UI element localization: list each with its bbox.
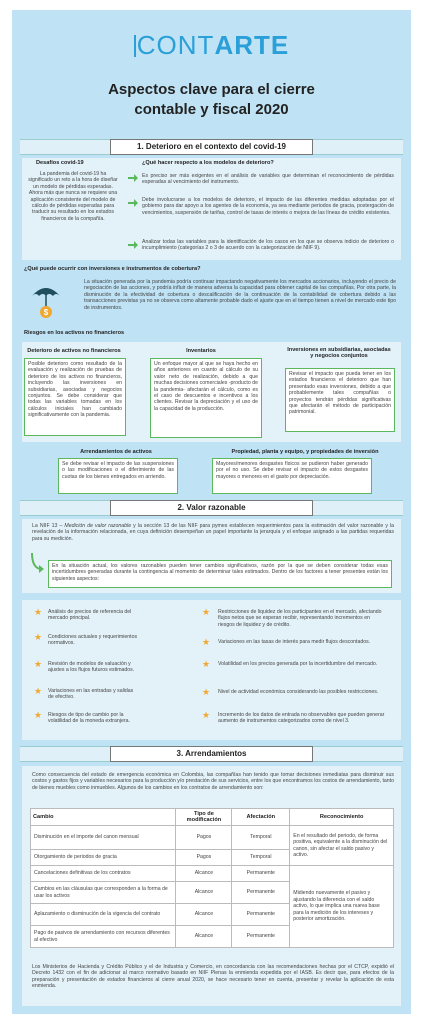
factor-left: Variaciones en las entradas y salidas de efectivo. [48, 688, 134, 701]
table-cell: Otorgamiento de periodos de gracia [31, 850, 176, 866]
table-cell: Temporal [232, 826, 290, 850]
table-cell: Permanente [232, 926, 290, 948]
table-cell: Permanente [232, 882, 290, 904]
valor-intro: La NIIF 13 – Medición de valor razonable y la sección 13 de las NIIF para pymes establecen requerimientos para la estimación del valor razonable y la revelación de la información relacionada, en cuya definición desempeñan un papel importante la jerarquía y el enfoque asignado a las partidas requeridas para su medición. [32, 523, 394, 542]
col3-title: Inversiones en subsidiarias, asociadas y negocios conjuntos [287, 347, 391, 359]
section-3-heading: 3. Arrendamientos [110, 746, 313, 762]
col5-box: Mayores/menores desgastes físicos se pudieron haber generado por el no uso. Se debe revisar el impacto de estos desgastes mayores o menores en el gasto por depreciación. [212, 458, 372, 494]
table-cell: Alcance [176, 882, 232, 904]
col2-box: Un enfoque mayor al que se haya hecho en años anteriores en cuanto al cálculo de su valor neto de realización, debido a que muchas decisiones comerciales -producto de la pandemia- afectarán el cálculo, como es el caso de descuentos e incentivos a los clientes. Revisar la depreciación y el uso de la capacidad de la producción. [150, 358, 262, 438]
col3-box: Revisar el impacto que pueda tener en los estados financieros el deterioro que han presentado esas inversiones, debido a que probablemente tales compañías o proyectos tendrán pérdidas significativas que afectarán el método de participación patrimonial. [285, 368, 395, 432]
star-icon: ★ [202, 710, 211, 720]
table-cell: Aplazamiento o disminución de la vigencia del contrato [31, 904, 176, 926]
star-icon: ★ [202, 607, 211, 617]
table-cell: Midiendo nuevamente el pasivo y ajustando la diferencia con el saldo activo, lo que implica una nueva base para la medición de los intereses y posterior amortización. [290, 866, 394, 948]
star-icon: ★ [34, 686, 43, 696]
table-cell: En el resultado del periodo, de forma positiva, equivalente a la disminución del canon, sin afectar el saldo pasivo y activo. [290, 826, 394, 866]
riesgos-title: Riesgos en los activos no financieros [24, 330, 125, 336]
arrow-icon [128, 199, 138, 207]
inversiones-title: ¿Qué puede ocurrir con inversiones e instrumentos de cobertura? [24, 266, 201, 272]
col4-title: Arrendamientos de activos [80, 449, 152, 455]
table-cell: Alcance [176, 926, 232, 948]
table-row [31, 866, 394, 882]
star-icon: ★ [202, 637, 211, 647]
table-cell: Permanente [232, 866, 290, 882]
star-icon: ★ [34, 632, 43, 642]
table-cell: Temporal [232, 850, 290, 866]
factor-right: Incremento de los datos de entrada no observables que pueden generar aumento de instrumentos categorizados como de nivel 3. [218, 712, 385, 725]
factor-right: Volatilidad en los precios generada por la incertidumbre del mercado. [218, 661, 378, 667]
star-icon: ★ [202, 659, 211, 669]
table-header: Afectación [232, 809, 290, 826]
que-hacer-item: Es preciso ser más exigentes en el análisis de variables que determinan el reconocimiento de pérdidas esperadas al vencimiento del instrumento. [142, 173, 394, 186]
table-cell: Alcance [176, 866, 232, 882]
factor-left: Riesgos de tipo de cambio por la volatilidad de la moneda extranjera. [48, 712, 130, 725]
arrow-icon [128, 174, 138, 182]
section-1-heading: 1. Deterioro en el contexto del covid-19 [110, 139, 313, 155]
umbrella-money-icon [30, 280, 62, 320]
table-cell: Cancelaciones definitivas de los contratos [31, 866, 176, 882]
table-header: Reconocimiento [290, 809, 394, 826]
factor-left: Análisis de precios de referencia del mercado principal. [48, 609, 132, 622]
arrendamientos-intro: Como consecuencia del estado de emergencia económica en Colombia, las compañías han tenido que tomar decisiones inmediatas para disminuir sus costos y gastos fijos y variables necesarios para la producción y/o prestación de sus servicios, entre los que encontramos los costos de arrendamiento, tanto de bienes muebles como inmuebles. Algunos de los cambios en los contratos de arrendamiento son: [32, 772, 394, 791]
factor-left: Condiciones actuales y requerimientos normativos. [48, 634, 138, 647]
arrendamientos-footer: Los Ministerios de Hacienda y Crédito Público y el de Industria y Comercio, en concordancia con las recomendaciones hechas por el CTCP, expidió el Decreto 1432 con el fin de adicionar al marco normativo basado en NIIF Plenas la enmienda expedida por el IASB. Es decir que, para efectos de la preparación y presentación de estados financieros al cierre anual 2020, se hace necesario tener en cuenta, presentar y revelar la aplicación de esta enmienda. [32, 964, 394, 990]
col1-title: Deterioro de activos no financieros [27, 348, 121, 354]
col1-box: Posible deterioro como resultado de la evaluación y realización de pruebas de deterioro de los activos no financieros, incluyendo las inversiones en subsidiarias, asociadas y negocios conjuntos. Se debe considerar que todas las variables tomadas en los cálculos iniciales han cambiado significativamente con la pandemia. [24, 358, 126, 436]
section-2-heading: 2. Valor razonable [110, 500, 313, 516]
star-icon: ★ [34, 607, 43, 617]
col5-title: Propiedad, planta y equipo, y propiedades de inversión [231, 449, 379, 455]
col4-box: Se debe revisar el impacto de las suspensiones o las modificaciones o el diferimiento de las cuotas de los bienes entregados en arriendo. [58, 458, 178, 494]
table-cell: Pagos [176, 850, 232, 866]
que-hacer-item: Analizar todas las variables para la identificación de los casos en los que se observa indicio de deterioro o incumplimiento (categorías 2 o 3 de acuerdo con la categorización de NIIF 9). [142, 239, 394, 252]
inversiones-text: La situación generada por la pandemia podría continuar impactando negativamente los mercados accionarios, incluyendo el precio de negociación de las acciones, y podría influir de manera adversa la capacidad para obtener capital de las compañías. Por otra parte, la disminución de la efectividad de cobertura o descalificación de la continuación de la contabilidad de cobertura debido a las transacciones previstas ya no se observa como altamente probable dado el ajuste que en el tiempo tienen a nivel de mercado este tipo de instrumentos. [84, 279, 396, 311]
table-cell: Alcance [176, 904, 232, 926]
star-icon: ★ [34, 659, 43, 669]
star-icon: ★ [202, 687, 211, 697]
logo: CONTARTE [0, 30, 423, 61]
factor-right: Restricciones de liquidez de los participantes en el mercado, afectando flujos netos que se esperan recibir, representando incrementos en riesgos de liquidez y de crédito. [218, 609, 382, 628]
curved-arrow-icon [28, 553, 46, 577]
factor-right: Nivel de actividad económica considerando las posibles restricciones. [218, 689, 379, 695]
table-cell: Disminución en el importe del canon mensual [31, 826, 176, 850]
star-icon: ★ [34, 710, 43, 720]
table-header: Tipo de modificación [176, 809, 232, 826]
factor-left: Revisión de modelos de valuación y ajustes a los flujos futuros estimados. [48, 661, 135, 674]
situacion-box: En la situación actual, los valores razonables pueden tener cambios significativos, razón por la que se deben considerar todas esas incertidumbres generadas durante la contingencia al momento de determinar tales estimados. Dentro de los factores a tener presentes están los siguientes aspectos: [48, 560, 392, 588]
table-cell: Pago de pasivos de arrendamiento con recursos diferentes al efectivo [31, 926, 176, 948]
table-header: Cambio [31, 809, 176, 826]
que-hacer-item: Debe involucrarse a los modelos de deterioro, el impacto de las diferentes medidas adoptadas por el gobierno para dar apoyo a los agentes de la economía, ya sea mediante periodos de gracia, postergación de vencimientos, suspensión de tarifas, control de tasas de interés o mejora de las líneas de crédito existentes. [142, 197, 394, 216]
table-cell: Cambios en las cláusulas que corresponden a la forma de usar los activos [31, 882, 176, 904]
desafios-text: La pandemia del covid-19 ha significado un reto a la hora de diseñar un modelo de pérdidas esperadas. Ahora más que nunca se requiere una aplicación consistente del modelo de cálculo de pérdidas esperadas para traducir su resultado en los estados financieros de la compañía. [28, 171, 118, 222]
arrendamientos-table [30, 808, 394, 948]
page-title: Aspectos clave para el cierre contable y fiscal 2020 [108, 81, 315, 118]
que-hacer-title: ¿Qué hacer respecto a los modelos de deterioro? [142, 160, 274, 166]
table-cell: Pagos [176, 826, 232, 850]
table-header-row [31, 809, 394, 826]
table-cell: Permanente [232, 904, 290, 926]
factor-right: Variaciones en las tasas de interés para medir flujos descontados. [218, 639, 371, 645]
svg-text:$: $ [43, 308, 49, 317]
desafios-title: Desafíos covid-19 [36, 160, 84, 166]
arrow-icon [128, 241, 138, 249]
table-row [31, 826, 394, 850]
col2-title: Inventarios [186, 348, 216, 354]
